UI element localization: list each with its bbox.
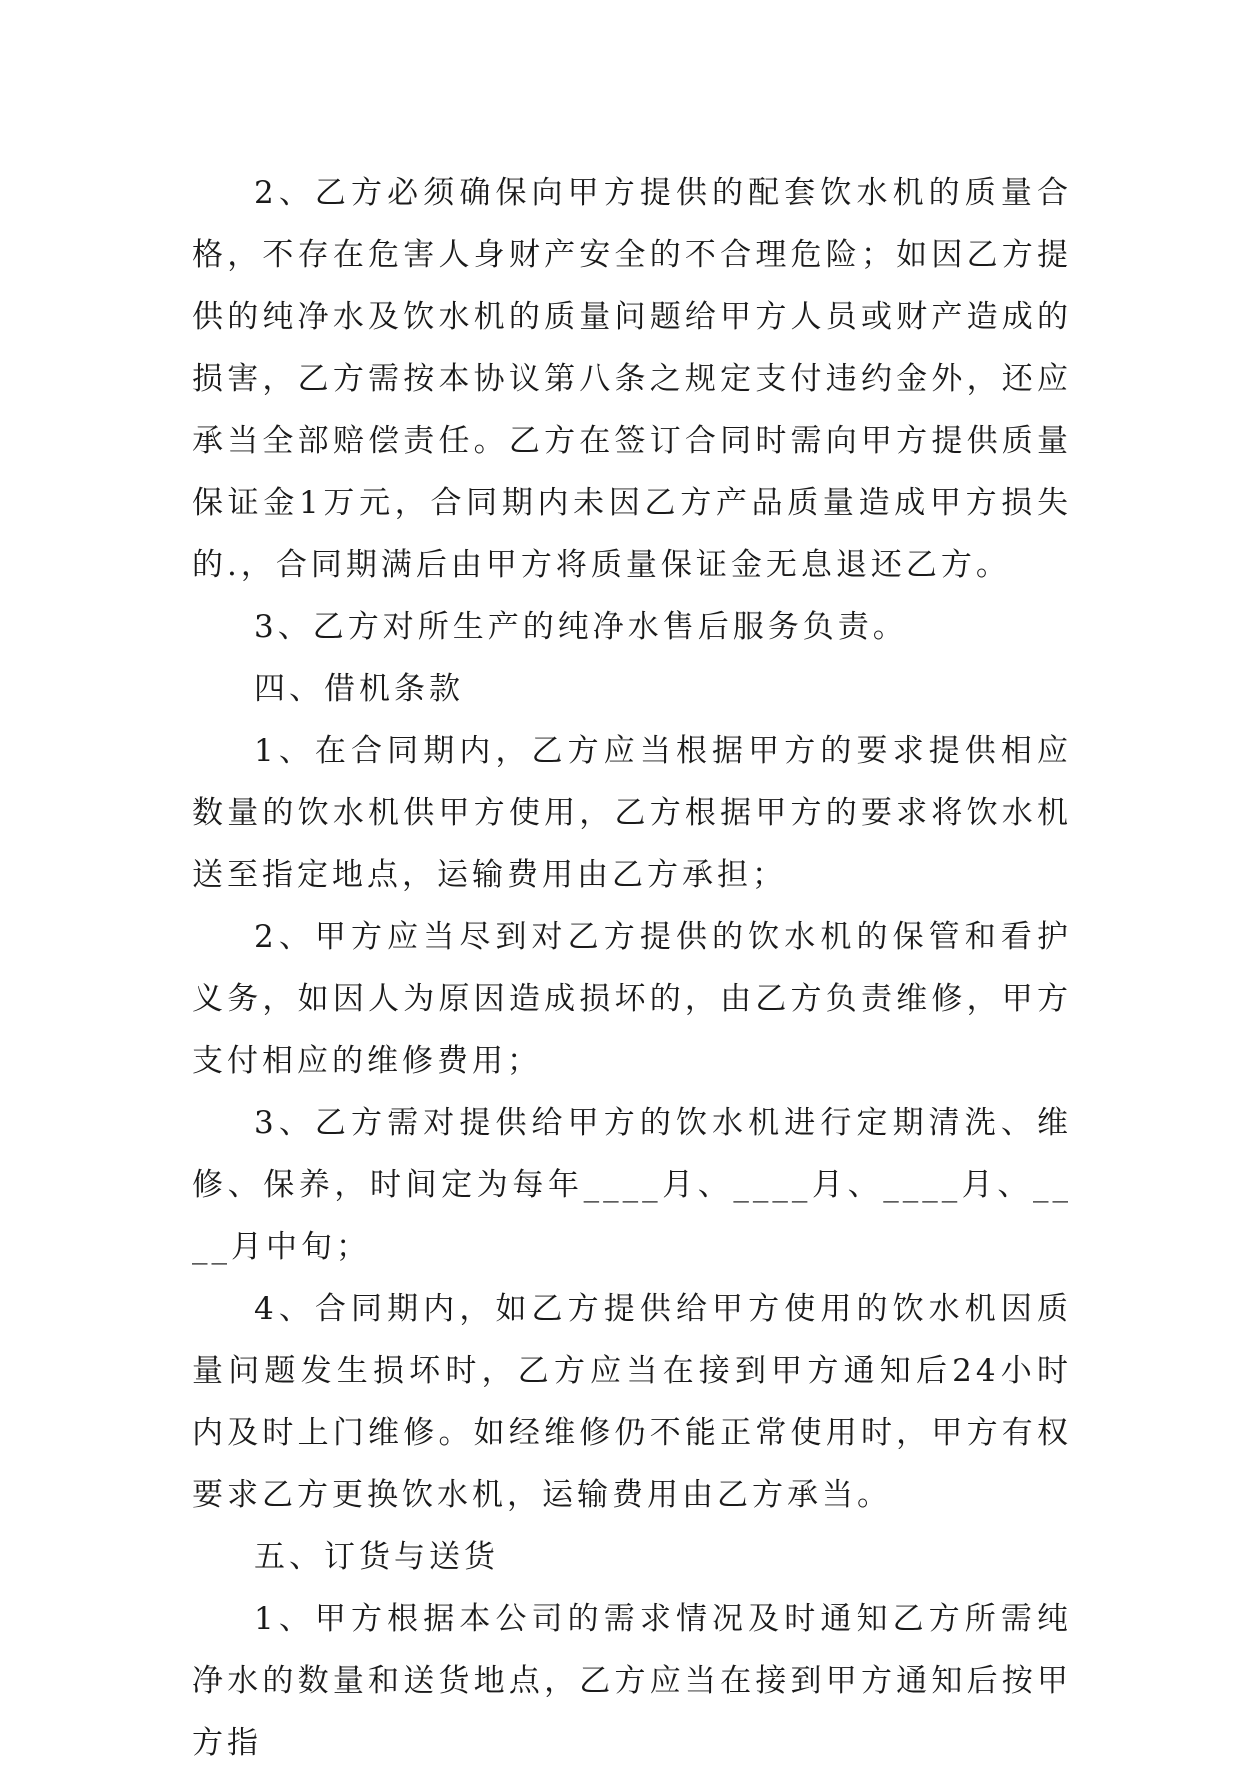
paragraph-after-sales: 3、乙方对所生产的纯净水售后服务负责。 [254,609,908,645]
paragraph-quality-guarantee: 2、乙方必须确保向甲方提供的配套饮水机的质量合格，不存在危害人身财产安全的不合理危险；如因乙方提供的纯净水及饮水机的质量问题给甲方人员或财产造成的损害，乙方需按本协议第八条之规定支付违约金外，还应承当全部赔偿责任。乙方在签订合同时需向甲方提供质量保证金1万元，合同期内未因乙方产品质量造成甲方损失的.，合同期满后由甲方将质量保证金无息退还乙方。 [192,175,1072,583]
paragraph-loan-clause-4: 4、合同期内，如乙方提供给甲方使用的饮水机因质量问题发生损坏时，乙方应当在接到甲方通知后24小时内及时上门维修。如经维修仍不能正常使用时，甲方有权要求乙方更换饮水机，运输费用由乙方承当。 [192,1291,1072,1513]
paragraph-ordering-clause-1: 1、甲方根据本公司的需求情况及时通知乙方所需纯净水的数量和送货地点，乙方应当在接到甲方通知后按甲方指 [192,1601,1072,1761]
section-heading-loan-terms: 四、借机条款 [254,671,464,707]
paragraph-loan-clause-3: 3、乙方需对提供给甲方的饮水机进行定期清洗、维修、保养，时间定为每年____月、____月、____月、____月中旬； [192,1105,1072,1265]
paragraph-loan-clause-2: 2、甲方应当尽到对乙方提供的饮水机的保管和看护义务，如因人为原因造成损坏的，由乙方负责维修，甲方支付相应的维修费用； [192,919,1072,1079]
document-body [192,162,1072,1774]
paragraph-loan-clause-1: 1、在合同期内，乙方应当根据甲方的要求提供相应数量的饮水机供甲方使用，乙方根据甲方的要求将饮水机送至指定地点，运输费用由乙方承担； [192,733,1072,893]
section-heading-ordering-delivery: 五、订货与送货 [254,1539,499,1575]
